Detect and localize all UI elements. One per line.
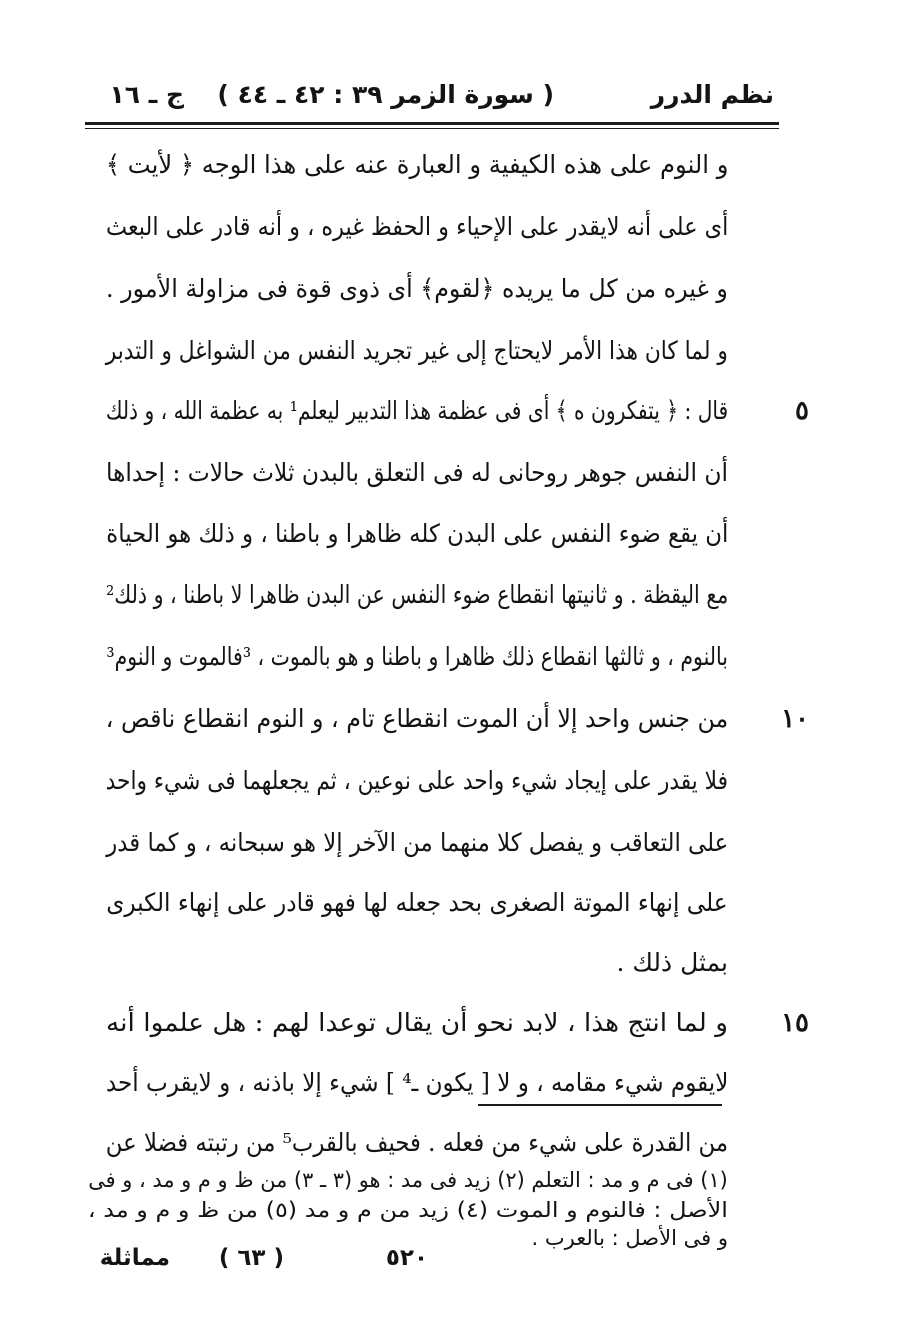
footnote-line: و فى الأصل : بالعرب .	[531, 1226, 728, 1250]
footnote-separator	[478, 1104, 722, 1106]
page-number: ٥٢٠	[385, 1245, 428, 1271]
body-line: أى على أنه لايقدر على الإحياء و الحفظ غيره ، و أنه قادر على البعث	[105, 212, 728, 241]
line-number: ١٥	[781, 1008, 809, 1038]
line-number: ٥	[795, 396, 809, 426]
body-line: و لما انتج هذا ، لابد نحو أن يقال توعدا لهم : هل علموا أنه	[106, 1008, 728, 1037]
footnote-line: الأصل : فالنوم و الموت (٤) زيد من م و مد (٥) من ظ و م و مد ،	[87, 1198, 728, 1222]
body-line: مع اليقظة . و ثانيتها انقطاع ضوء النفس عن البدن ظاهرا لا باطنا ، و ذلك²	[105, 580, 728, 609]
header-rule	[85, 122, 779, 125]
body-line: أن يقع ضوء النفس على البدن كله ظاهرا و باطنا ، و ذلك هو الحياة	[105, 519, 728, 548]
catchword: مماثلة	[99, 1245, 170, 1271]
line-number: ١٠	[781, 704, 809, 734]
body-line: على التعاقب و يفصل كلا منهما من الآخر إلا هو سبحانه ، و كما قدر	[106, 828, 728, 857]
body-line: فلا يقدر على إيجاد شيء واحد على نوعين ، ثم يجعلهما فى شيء واحد	[105, 766, 728, 795]
body-line: و النوم على هذه الكيفية و العبارة عنه على هذا الوجه ﴿ لأيت ﴾	[105, 150, 728, 179]
running-title: نظم الدرر	[650, 80, 774, 109]
body-line: من القدرة على شيء من فعله . فحيف بالقرب⁵ من رتبته فضلا عن	[105, 1128, 728, 1157]
sura-reference: ( سورة الزمر ٣٩ : ٤٢ ـ ٤٤ )	[217, 80, 554, 109]
body-line: أن النفس جوهر روحانى له فى التعلق بالبدن ثلاث حالات : إحداها	[105, 458, 728, 487]
body-line: و لما كان هذا الأمر لايحتاج إلى غير تجريد النفس من الشواغل و التدبر	[105, 336, 728, 365]
body-line: بمثل ذلك .	[616, 948, 728, 977]
body-line: و غيره من كل ما يريده ﴿لقوم﴾ أى ذوى قوة فى مزاولة الأمور .	[106, 274, 728, 303]
body-line: من جنس واحد إلا أن الموت انقطاع تام ، و النوم انقطاع ناقص ،	[105, 704, 728, 733]
body-line: بالنوم ، و ثالثها انقطاع ذلك ظاهرا و باطنا و هو بالموت ، ³فالموت و النوم³	[106, 642, 728, 671]
body-line: لايقوم شيء مقامه ، و لا [ يكون ـ⁴ ] شيء إلا باذنه ، و لايقرب أحد	[105, 1068, 728, 1097]
signature-number: ( ٦٣ )	[218, 1245, 284, 1271]
header-rule-thin	[85, 128, 779, 129]
body-line: على إنهاء الموتة الصغرى بحد جعله لها فهو قادر على إنهاء الكبرى	[106, 888, 728, 917]
body-line: قال : ﴿ يتفكرون ه ﴾ أى فى عظمة هذا التدبير ليعلم¹ به عظمة الله ، و ذلك	[105, 396, 728, 425]
volume-label: ج ـ ١٦	[109, 80, 184, 109]
footnote-line: (١) فى م و مد : التعلم (٢) زيد فى مد : هو (٣ ـ ٣) من ظ و م و مد ، و فى	[88, 1168, 728, 1192]
